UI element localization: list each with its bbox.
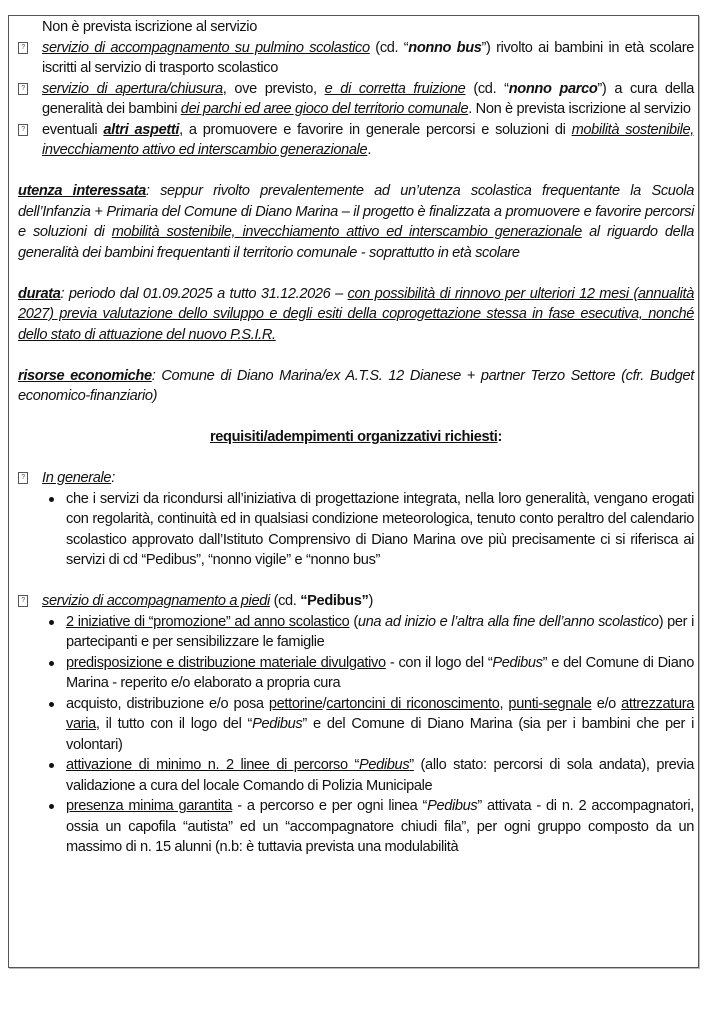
text: : (111, 470, 115, 486)
durata-paragraph (18, 284, 694, 346)
text: ) per i partecipanti e per sensibilizzare le famiglie (66, 613, 694, 650)
topic-text: mobilità sostenibile, invecchiamento attivo ed interscambio generazionale (42, 121, 695, 158)
text: (allo stato: percorsi di sola andata), previa validazione a cura del locale Comando di Polizia Municipale (66, 757, 694, 794)
bullet-item (18, 755, 694, 796)
list-item-pedibus (18, 591, 694, 612)
bullet-item (18, 653, 694, 694)
item-title: servizio di accompagnamento su pulmino scolastico (42, 39, 370, 56)
missing-glyph-bullet-icon: ? (18, 124, 28, 136)
item-title: altri aspetti (103, 121, 180, 138)
bullet-item (18, 796, 694, 858)
bullet-text: che i servizi da ricondursi all’iniziativa di progettazione integrata, nella loro generalità, vengano erogati con regolarità, continuità ed in qualsiasi condizione meteorologica, tenuto conto peraltro del calendario scolastico approvato dall’Istituto Comprensivo di Diano Marina ove più precisamente ci si riferisca ai servizi di cd “Pedibus”, “nonno vigile” e “nonno bus” (66, 490, 694, 568)
list-item-nonno-bus (18, 38, 694, 79)
text: . Non è prevista iscrizione al servizio (468, 101, 691, 117)
text: Pedibus (252, 716, 303, 732)
text: predisposizione e distribuzione materiale divulgativo (66, 654, 386, 671)
bullet-dot-icon (49, 702, 54, 707)
text: una ad inizio e l’altra alla fine dell’anno scolastico (357, 613, 659, 630)
bullet-dot-icon (49, 763, 54, 768)
missing-glyph-bullet-icon: ? (18, 595, 28, 607)
bullet-item (18, 612, 694, 653)
text: - a percorso e per ogni linea “ (232, 798, 428, 814)
item-title: In generale (42, 470, 112, 486)
section-label: durata (18, 285, 61, 302)
text: ”) a cura della generalità dei bambini (42, 80, 694, 117)
text: (cd. (269, 593, 301, 609)
text: ” e del Comune di Diano Marina - reperito e/o elaborato a propria cura (66, 654, 694, 691)
text: acquisto, distribuzione e/o posa (66, 695, 269, 712)
text: : periodo dal 01.09.2025 a tutto 31.12.2026 – (60, 285, 348, 302)
nickname: nonno parco (508, 80, 598, 97)
bullet-dot-icon (49, 804, 54, 809)
place-text: dei parchi ed aree gioco del territorio comunale (180, 101, 469, 117)
text: : Comune di Diano Marina/ex A.T.S. 12 Dianese + partner Terzo Settore (cfr. Budget economico-finanziario) (18, 367, 694, 404)
text: e/o (591, 695, 622, 712)
text: Pedibus (427, 798, 478, 814)
text: presenza minima garantita (66, 798, 233, 814)
item-title: servizio di accompagnamento a piedi (42, 593, 270, 609)
text: al riguardo della generalità dei bambini frequentanti il territorio comunale - soprattutto in età scolare (18, 224, 694, 261)
bullet-item (18, 489, 694, 571)
utenza-paragraph (18, 181, 694, 263)
text: , (499, 695, 509, 712)
heading-text: requisiti/adempimenti organizzativi richiesti (209, 429, 498, 445)
list-item-nonno-parco (18, 79, 694, 120)
text: eventuali (42, 121, 104, 138)
text: attrezzatura varia (66, 695, 694, 732)
nickname: “Pedibus” (300, 593, 369, 609)
text: (cd. “ (369, 39, 409, 56)
continuation-line: Non è prevista iscrizione al servizio (42, 19, 257, 35)
text: attivazione di minimo n. 2 linee di percorso “ (66, 757, 359, 773)
text: cartoncini di riconoscimento (326, 695, 500, 712)
nickname: nonno bus (408, 39, 482, 56)
bullet-dot-icon (49, 661, 54, 666)
text: ) (368, 593, 373, 609)
text: - con il logo del “ (385, 654, 493, 671)
text: ” (409, 757, 414, 773)
heading-colon: : (497, 429, 503, 445)
topic-text: mobilità sostenibile, invecchiamento attivo ed interscambio generazionale (111, 224, 582, 240)
text: , il tutto con il logo del “ (95, 716, 253, 732)
text: , ove previsto, (222, 80, 325, 97)
text: ”) rivolto ai bambini in età scolare iscritti al servizio di trasporto scolastico (42, 39, 694, 76)
text: . (367, 142, 372, 158)
missing-glyph-bullet-icon: ? (18, 42, 28, 54)
text: 2 iniziative di “promozione” ad anno scolastico (66, 613, 350, 630)
text: Pedibus (358, 757, 410, 773)
item-title-2: e di corretta fruizione (324, 80, 466, 97)
text: punti-segnale (508, 695, 592, 712)
bullet-dot-icon (49, 497, 54, 502)
text: ” e del Comune di Diano Marina (sia per i bambini che per i volontari) (66, 716, 694, 753)
risorse-paragraph (18, 366, 694, 407)
renewal-text: con possibilità di rinnovo per ulteriori 12 mesi (annualità 2027) previa valutazione dello sviluppo e degli esiti della coprogettazione stessa in fase esecutiva, nonché dello stato di attuazione del nuovo P.S.I.R. (18, 285, 694, 343)
list-item-in-generale (18, 468, 694, 489)
section-heading (18, 427, 694, 448)
bullet-item (18, 694, 694, 756)
bullet-dot-icon (49, 620, 54, 625)
list-item-altri-aspetti (18, 120, 694, 161)
missing-glyph-bullet-icon: ? (18, 83, 28, 95)
text: , a promuovere e favorire in generale percorsi e soluzioni di (179, 121, 572, 138)
text: pettorine (268, 695, 323, 712)
text: (cd. “ (465, 80, 509, 97)
document-body (18, 17, 694, 858)
text: Pedibus (492, 654, 543, 671)
text: ( (349, 613, 358, 630)
text: : seppur rivolto prevalentemente ad un’utenza scolastica frequentante la Scuola dell’Infanzia + Primaria del Comune di Diano Marina – il progetto è finalizzata a promuovere e favorire percorsi e soluzioni di (18, 183, 694, 240)
text: / (322, 695, 327, 712)
text: ” attivata - di n. 2 accompagnatori, ossia un capofila “autista” ed un “accompagnatore chiudi fila”, per ogni gruppo composto da un massimo di n. 15 alunni (n.b: è tuttavia prevista una modulabilità (66, 798, 694, 855)
item-title: servizio di apertura/chiusura (42, 80, 223, 97)
section-label: risorse economiche (18, 367, 152, 384)
section-label: utenza interessata (18, 183, 146, 199)
missing-glyph-bullet-icon: ? (18, 472, 28, 484)
